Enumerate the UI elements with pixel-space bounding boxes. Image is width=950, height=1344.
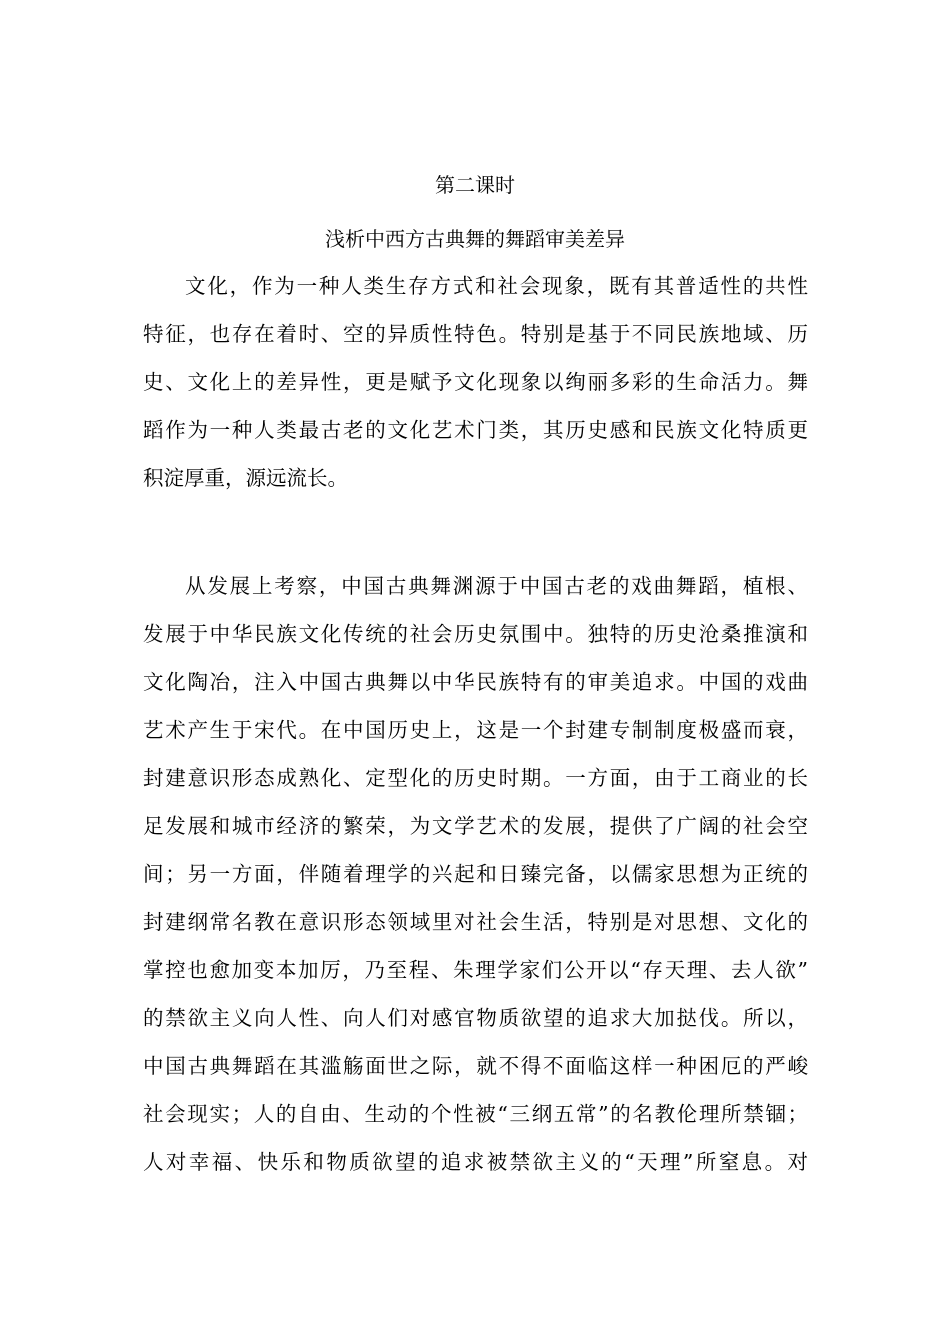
paragraph-line: 特征，也存在着时、空的异质性特色。特别是基于不同民族地域、历 (143, 322, 808, 346)
paragraph-line: 文化，作为一种人类生存方式和社会现象，既有其普适性的共性 (185, 274, 808, 298)
paragraph-line: 掌控也愈加变本加厉，乃至程、朱理学家们公开以“存天理、去人欲” (143, 958, 808, 982)
paragraph-2 (143, 562, 808, 1186)
article-title: 浅析中西方古典舞的舞蹈审美差异 (325, 227, 625, 251)
lesson-heading: 第二课时 (435, 173, 515, 197)
paragraph-line: 的禁欲主义向人性、向人们对感官物质欲望的追求大加挞伐。所以， (143, 1006, 808, 1030)
paragraph-line: 间；另一方面，伴随着理学的兴起和日臻完备，以儒家思想为正统的 (143, 862, 808, 886)
paragraph-line: 发展于中华民族文化传统的社会历史氛围中。独特的历史沧桑推演和 (143, 622, 808, 646)
paragraph-line: 封建纲常名教在意识形态领域里对社会生活，特别是对思想、文化的 (143, 910, 808, 934)
paragraph-line: 文化陶冶，注入中国古典舞以中华民族特有的审美追求。中国的戏曲 (143, 670, 808, 694)
paragraph-line: 蹈作为一种人类最古老的文化艺术门类，其历史感和民族文化特质更 (143, 418, 808, 442)
paragraph-line: 封建意识形态成熟化、定型化的历史时期。一方面，由于工商业的长 (143, 766, 808, 790)
paragraph-line: 史、文化上的差异性，更是赋予文化现象以绚丽多彩的生命活力。舞 (143, 370, 808, 394)
paragraph-line: 社会现实；人的自由、生动的个性被“三纲五常”的名教伦理所禁锢； (143, 1102, 808, 1126)
paragraph-line: 艺术产生于宋代。在中国历史上，这是一个封建专制制度极盛而衰， (143, 718, 808, 742)
paragraph-line: 人对幸福、快乐和物质欲望的追求被禁欲主义的“天理”所窒息。对 (143, 1150, 808, 1174)
paragraph-1 (143, 262, 808, 502)
paragraph-line: 从发展上考察，中国古典舞渊源于中国古老的戏曲舞蹈，植根、 (185, 574, 808, 598)
paragraph-line: 足发展和城市经济的繁荣，为文学艺术的发展，提供了广阔的社会空 (143, 814, 808, 838)
paragraph-line: 积淀厚重，源远流长。 (143, 466, 348, 490)
paragraph-line: 中国古典舞蹈在其滥觞面世之际，就不得不面临这样一种困厄的严峻 (143, 1054, 808, 1078)
